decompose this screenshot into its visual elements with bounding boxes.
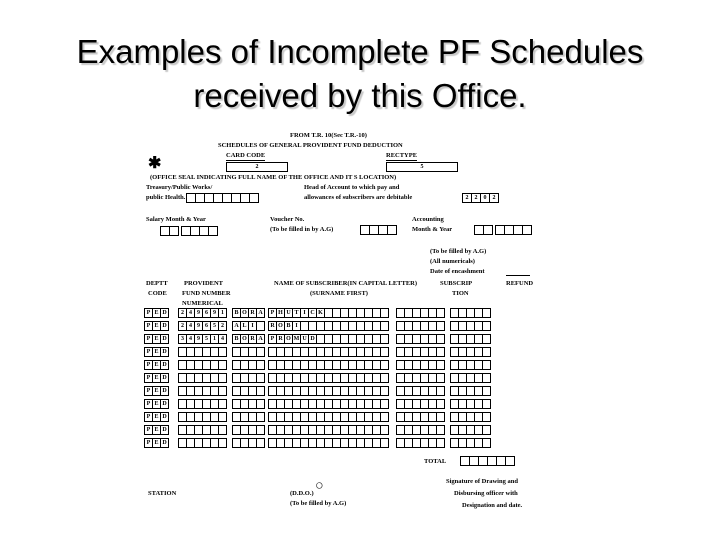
account-code-boxes: 2 2 0 2 xyxy=(462,193,498,203)
first-name-cell: B xyxy=(284,321,293,331)
surname-cell: B xyxy=(232,308,241,318)
rectype-box: 5 xyxy=(386,162,457,172)
fund-cell: 2 xyxy=(218,321,227,331)
first-name-cell: H xyxy=(276,308,285,318)
col-name-2: (SURNAME FIRST) xyxy=(310,290,368,297)
dept-cell: P xyxy=(144,360,153,370)
first-name-cell: O xyxy=(284,334,293,344)
fund-cell: 4 xyxy=(186,321,195,331)
table-row xyxy=(144,386,490,396)
voucher-boxes xyxy=(360,225,396,235)
col-fund-1: PROVIDENT xyxy=(184,280,224,287)
accounting-label-1: Accounting xyxy=(412,216,444,223)
first-name-cell: R xyxy=(268,321,277,331)
fund-cell: 4 xyxy=(186,308,195,318)
fund-cell: 9 xyxy=(194,334,203,344)
ag-note-2: (All numericals) xyxy=(430,258,475,265)
dept-cell: P xyxy=(144,334,153,344)
dept-cell: P xyxy=(144,412,153,422)
fund-cell: 6 xyxy=(202,321,211,331)
table-row xyxy=(144,321,490,331)
dept-cell: E xyxy=(152,425,161,435)
table-row xyxy=(144,399,490,409)
slide-title xyxy=(0,30,720,118)
refund-cell xyxy=(482,373,491,383)
surname-cell: B xyxy=(232,334,241,344)
dept-cell: E xyxy=(152,412,161,422)
salary-month-boxes xyxy=(160,226,217,236)
table-row xyxy=(144,308,490,318)
fund-cell: 1 xyxy=(210,334,219,344)
voucher-label-2: (To be filled in by A.G) xyxy=(270,226,334,233)
first-name-cell: D xyxy=(308,334,317,344)
card-code-label: CARD CODE xyxy=(226,152,266,159)
dept-cell: D xyxy=(160,425,169,435)
fund-cell: 1 xyxy=(218,308,227,318)
rectype-label: RECTYPE xyxy=(386,152,418,159)
surname-cell: I xyxy=(248,321,257,331)
refund-cell xyxy=(482,360,491,370)
dept-cell: D xyxy=(160,373,169,383)
surname-cell: A xyxy=(232,321,241,331)
refund-cell xyxy=(482,399,491,409)
col-name-1: NAME OF SUBSCRIBER(IN CAPITAL LETTER) xyxy=(274,280,418,287)
refund-cell xyxy=(482,321,491,331)
voucher-label-1: Voucher No. xyxy=(270,216,305,223)
surname-cell: A xyxy=(256,334,265,344)
dept-cell: E xyxy=(152,321,161,331)
form-heading: SCHEDULES OF GENERAL PROVIDENT FUND DEDUCTION xyxy=(218,142,403,149)
first-name-cell: P xyxy=(268,308,277,318)
treasury-boxes xyxy=(186,193,258,203)
dept-cell: P xyxy=(144,386,153,396)
dept-cell: D xyxy=(160,334,169,344)
dept-cell: E xyxy=(152,308,161,318)
col-deptt-2: CODE xyxy=(148,290,167,297)
dept-cell: P xyxy=(144,347,153,357)
surname-cell: A xyxy=(256,308,265,318)
first-name-cell: T xyxy=(292,308,301,318)
dept-cell: D xyxy=(160,412,169,422)
dept-cell: P xyxy=(144,399,153,409)
dept-cell: P xyxy=(144,308,153,318)
table-row xyxy=(144,373,490,383)
refund-cell xyxy=(482,425,491,435)
slide-title-line-1: Examples of Incomplete PF Schedules xyxy=(76,33,644,70)
fund-cell: 4 xyxy=(218,334,227,344)
total-label: TOTAL xyxy=(424,458,447,465)
first-name-cell: I xyxy=(292,321,301,331)
first-name-cell: C xyxy=(308,308,317,318)
refund-cell xyxy=(482,386,491,396)
dept-cell: D xyxy=(160,308,169,318)
office-stamp: ◯ xyxy=(315,482,324,490)
dept-cell: D xyxy=(160,347,169,357)
first-name-cell: U xyxy=(284,308,293,318)
fund-cell: 3 xyxy=(178,334,187,344)
station-label: STATION xyxy=(148,490,177,497)
first-name-cell: I xyxy=(300,308,309,318)
table-row xyxy=(144,347,490,357)
treasury-label-2: public Health. xyxy=(146,194,186,201)
dept-cell: E xyxy=(152,347,161,357)
first-name-cell: R xyxy=(276,334,285,344)
pf-schedule-scan xyxy=(140,130,560,510)
surname-cell: O xyxy=(240,334,249,344)
fund-cell: 9 xyxy=(210,308,219,318)
table-row xyxy=(144,425,490,435)
fund-cell: 4 xyxy=(186,334,195,344)
dept-cell: D xyxy=(160,321,169,331)
col-fund-2: FUND NUMBER xyxy=(182,290,231,297)
refund-cell xyxy=(482,347,491,357)
ddo-ag-note: (To be filled by A.G) xyxy=(290,500,347,507)
surname-cell: R xyxy=(248,308,257,318)
dept-cell: E xyxy=(152,373,161,383)
head-account-label-1: Head of Account to which pay and xyxy=(304,184,400,191)
dept-cell: D xyxy=(160,360,169,370)
surname-cell: R xyxy=(248,334,257,344)
col-fund-3: NUMERICAL xyxy=(182,300,223,307)
refund-cell xyxy=(482,438,491,448)
dept-cell: E xyxy=(152,386,161,396)
col-subscription-2: TION xyxy=(452,290,469,297)
salary-month-label: Salary Month & Year xyxy=(146,216,206,223)
dept-cell: D xyxy=(160,386,169,396)
signature-label-1: Signature of Drawing and xyxy=(446,478,518,485)
table-row xyxy=(144,412,490,422)
dept-cell: P xyxy=(144,321,153,331)
emblem-icon: ✱ xyxy=(148,155,162,172)
card-code-box: 2 xyxy=(226,162,287,172)
surname-cell: L xyxy=(240,321,249,331)
fund-cell: 9 xyxy=(194,321,203,331)
total-boxes xyxy=(460,456,514,466)
office-seal-note: (OFFICE SEAL INDICATING FULL NAME OF THE OFFICE AND IT S LOCATION) xyxy=(150,174,397,181)
refund-cell xyxy=(482,412,491,422)
accounting-label-2: Month & Year xyxy=(412,226,453,233)
dept-cell: E xyxy=(152,360,161,370)
dept-cell: E xyxy=(152,438,161,448)
refund-cell xyxy=(482,308,491,318)
table-row xyxy=(144,360,490,370)
first-name-cell: O xyxy=(276,321,285,331)
first-name-cell: M xyxy=(293,336,300,342)
first-name-cell: U xyxy=(300,334,309,344)
first-name-cell: K xyxy=(316,308,325,318)
head-account-label-2: allowances of subscribers are debitable xyxy=(304,194,413,201)
col-deptt-1: DEPTT xyxy=(146,280,168,287)
dept-cell: D xyxy=(160,399,169,409)
signature-label-2: Disbursing officer with xyxy=(454,490,518,497)
fund-cell: 5 xyxy=(202,334,211,344)
fund-cell: 9 xyxy=(194,308,203,318)
fund-cell: 2 xyxy=(178,308,187,318)
first-name-cell: P xyxy=(268,334,277,344)
col-subscription-1: SUBSCRIP xyxy=(440,280,473,287)
ddo-label: (D.D.O.) xyxy=(290,490,314,497)
treasury-label-1: Treasury/Public Works/ xyxy=(146,184,213,191)
ag-note-1: (To be filled by A.G) xyxy=(430,248,487,255)
surname-cell: O xyxy=(240,308,249,318)
col-refund: REFUND xyxy=(506,280,534,287)
fund-cell: 2 xyxy=(178,321,187,331)
fund-cell: 5 xyxy=(210,321,219,331)
accounting-boxes xyxy=(474,225,531,235)
table-row xyxy=(144,334,490,344)
fund-cell: 6 xyxy=(202,308,211,318)
table-row xyxy=(144,438,490,448)
dept-cell: D xyxy=(160,438,169,448)
slide-title-line-2: received by this Office. xyxy=(193,77,527,114)
refund-cell xyxy=(482,334,491,344)
dept-cell: P xyxy=(144,438,153,448)
dept-cell: P xyxy=(144,373,153,383)
encashment-date-line xyxy=(506,275,530,276)
dept-cell: E xyxy=(152,399,161,409)
form-reference: FROM T.R. 10(Sec T.R.-10) xyxy=(290,132,367,139)
signature-label-3: Designation and date. xyxy=(462,502,523,509)
ag-note-3: Date of encashment xyxy=(430,268,485,275)
dept-cell: P xyxy=(144,425,153,435)
dept-cell: E xyxy=(152,334,161,344)
